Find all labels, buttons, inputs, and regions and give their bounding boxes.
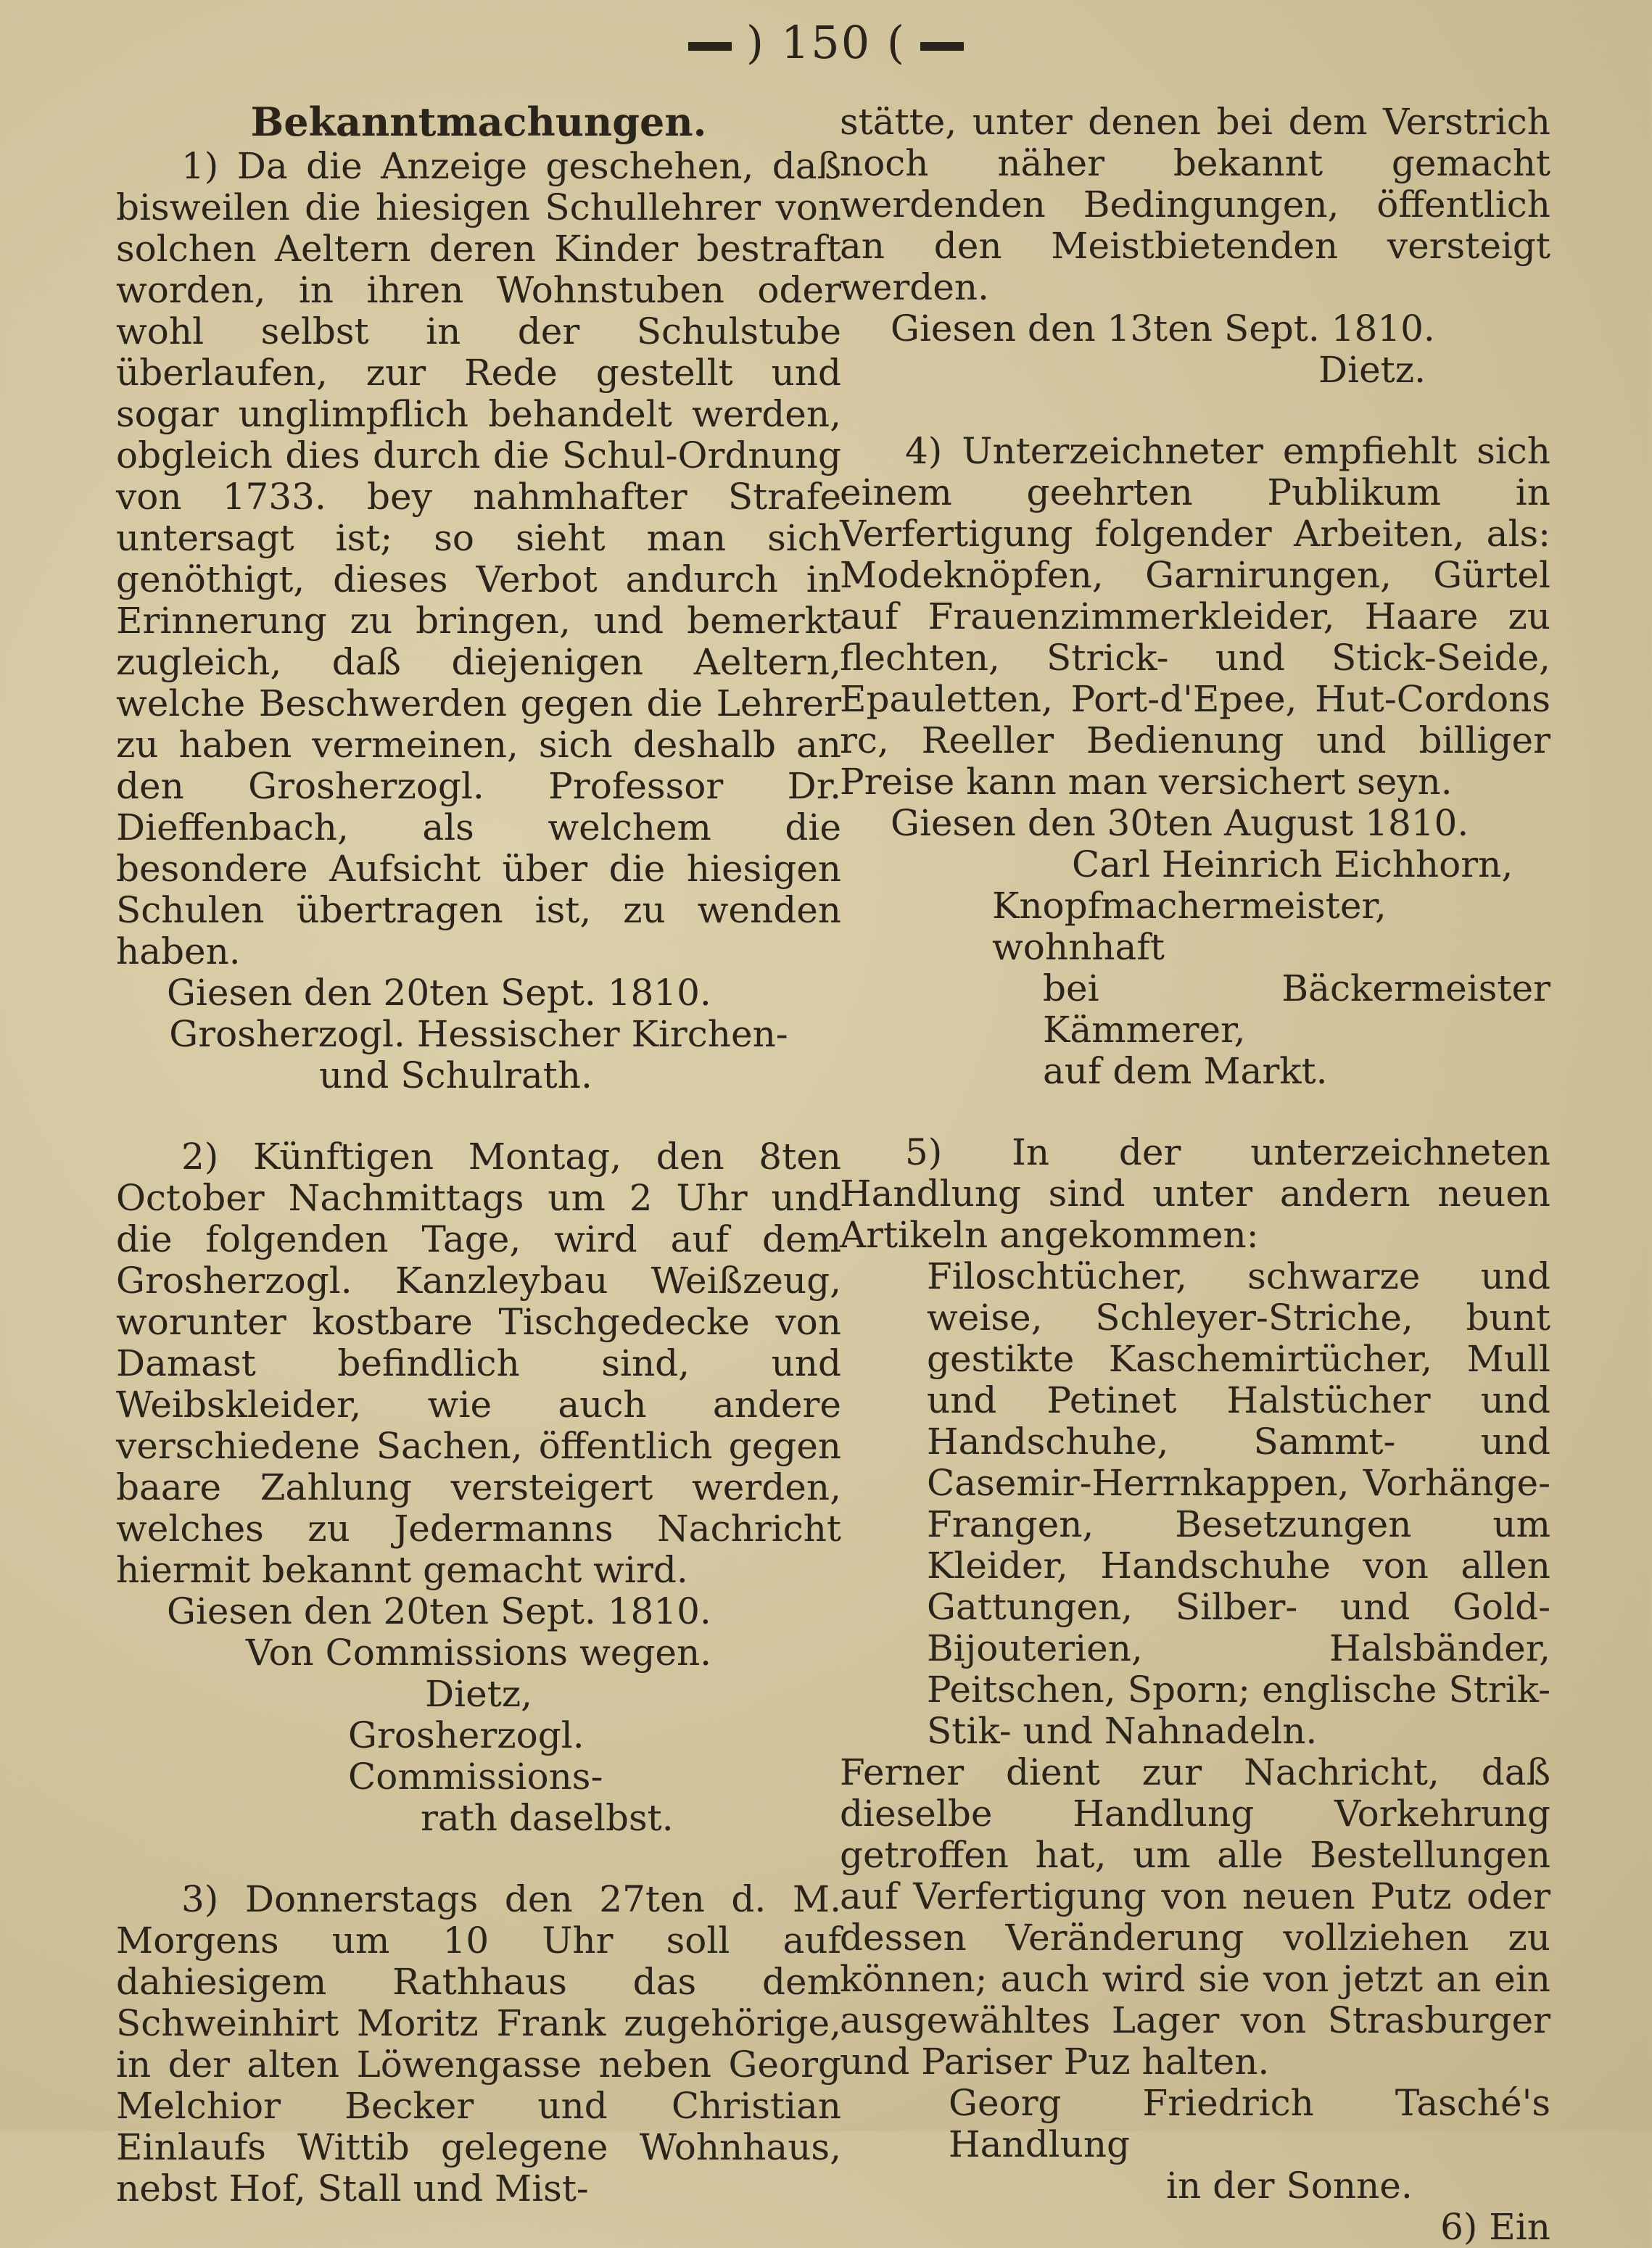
notice-1-signature-line-1: Grosherzogl. Hessischer Kirchen-: [169, 1013, 788, 1055]
notice-4-place-date: Giesen den 30ten August 1810.: [891, 802, 1469, 844]
notice-2-place-date: Giesen den 20ten Sept. 1810.: [167, 1590, 711, 1632]
left-column: [116, 99, 841, 2210]
notice-4-signature-line-4: auf dem Markt.: [1043, 1050, 1328, 1092]
notice-4-signature-line-2: Knopfmachermeister, wohnhaft: [992, 885, 1387, 968]
notice-4-signature-line-3: bei Bäckermeister Kämmerer,: [1043, 967, 1550, 1051]
notice-3-continuation: stätte, unter denen bei dem Verstrich noch näher bekannt gemacht werdenden Bedingungen, öffentlich an den Meistbietenden versteigt werden.: [840, 101, 1550, 308]
notice-1-place-date: Giesen den 20ten Sept. 1810.: [167, 972, 711, 1014]
notice-4-text: 4) Unterzeichneter empfiehlt sich einem geehrten Publikum in Verfertigung folgender Arbeiten, als: Modeknöpfen, Garnirungen, Gürtel auf Frauenzimmerkleider, Haare zu flechten, Strick- und Stick-Seide, Epauletten, Port-d'Epee, Hut-Cordons rc, Reeller Bedienung und billiger Preise kann man versichert seyn.: [840, 430, 1550, 803]
right-column: [840, 102, 1550, 2248]
notice-1-text: 1) Da die Anzeige geschehen, daß bisweilen die hiesigen Schullehrer von solchen Aeltern deren Kinder bestraft worden, in ihren Wohnstuben oder wohl selbst in der Schulstube überlaufen, zur Rede gestellt und sogar unglimpflich behandelt werden, obgleich dies durch die Schul-Ordnung von 1733. bey nahmhafter Strafe untersagt ist; so sieht man sich genöthigt, dieses Verbot andurch in Erinnerung zu bringen, und bemerkt zugleich, daß diejenigen Aeltern, welche Beschwerden gegen die Lehrer zu haben vermeinen, sich deshalb an den Grosherzogl. Professor Dr. Dieffenbach, als welchem die besondere Aufsicht über die hiesigen Schulen übertragen ist, zu wenden haben.: [116, 145, 841, 972]
notice-3-signature: Dietz.: [1318, 349, 1426, 391]
notice-5-signature-line-1: Georg Friedrich Tasché's Handlung: [949, 2082, 1550, 2165]
notice-5-item-list: Filoschtücher, schwarze und weise, Schleyer-Striche, bunt gestikte Kaschemirtücher, Mull und Petinet Halstücher und Handschuhe, Sammt- und Casemir-Herrnkappen, Vorhänge-Frangen, Besetzungen um Kleider, Handschuhe von allen Gattungen, Silber- und Gold-Bijouterien, Halsbänder, Peitschen, Sporn; englische Strik- Stik- und Nahnadeln.: [927, 1255, 1550, 1752]
section-heading: Bekanntmachungen.: [250, 99, 707, 145]
header-rule-left: [688, 42, 732, 51]
notice-3-place-date: Giesen den 13ten Sept. 1810.: [891, 307, 1435, 350]
notice-4-signature-line-1: Carl Heinrich Eichhorn,: [1072, 843, 1513, 885]
notice-1-signature-line-2: und Schulrath.: [319, 1054, 592, 1096]
notice-2-signature-line-3: Grosherzogl. Commissions-: [348, 1714, 603, 1798]
notice-5-further-text: Ferner dient zur Nachricht, daß dieselbe Handlung Vorkehrung getroffen hat, um alle Bestellungen auf Verfertigung von neuen Putz oder dessen Veränderung vollziehen zu können; auch wird sie von jetzt an ein ausgewähltes Lager von Strasburger und Pariser Puz halten.: [840, 1751, 1550, 2083]
catchword: 6) Ein: [1440, 2206, 1550, 2248]
page-number: ) 150 (: [746, 16, 906, 69]
page-header: [0, 16, 1652, 69]
header-rule-right: [920, 42, 964, 51]
notice-2-signature-line-1: Von Commissions wegen.: [245, 1632, 712, 1674]
notice-2-text: 2) Künftigen Montag, den 8ten October Nachmittags um 2 Uhr und die folgenden Tage, wird auf dem Grosherzogl. Kanzleybau Weißzeug, worunter kostbare Tischgedecke von Damast befindlich sind, und Weibskleider, wie auch andere verschiedene Sachen, öffentlich gegen baare Zahlung versteigert werden, welches zu Jedermanns Nachricht hiermit bekannt gemacht wird.: [116, 1136, 841, 1591]
notice-2-signature-line-2: Dietz,: [425, 1673, 532, 1715]
notice-3-text: 3) Donnerstags den 27ten d. M. Morgens um 10 Uhr soll auf dahiesigem Rathhaus das dem Schweinhirt Moritz Frank zugehörige, in der alten Löwengasse neben Georg Melchior Becker und Christian Einlaufs Wittib gelegene Wohnhaus, nebst Hof, Stall und Mist-: [116, 1878, 841, 2210]
notice-5-signature-line-2: in der Sonne.: [1166, 2165, 1413, 2207]
notice-2-signature-line-4: rath daselbst.: [421, 1797, 674, 1839]
notice-5-text: 5) In der unterzeichneten Handlung sind unter andern neuen Artikeln angekommen:: [840, 1131, 1550, 1256]
